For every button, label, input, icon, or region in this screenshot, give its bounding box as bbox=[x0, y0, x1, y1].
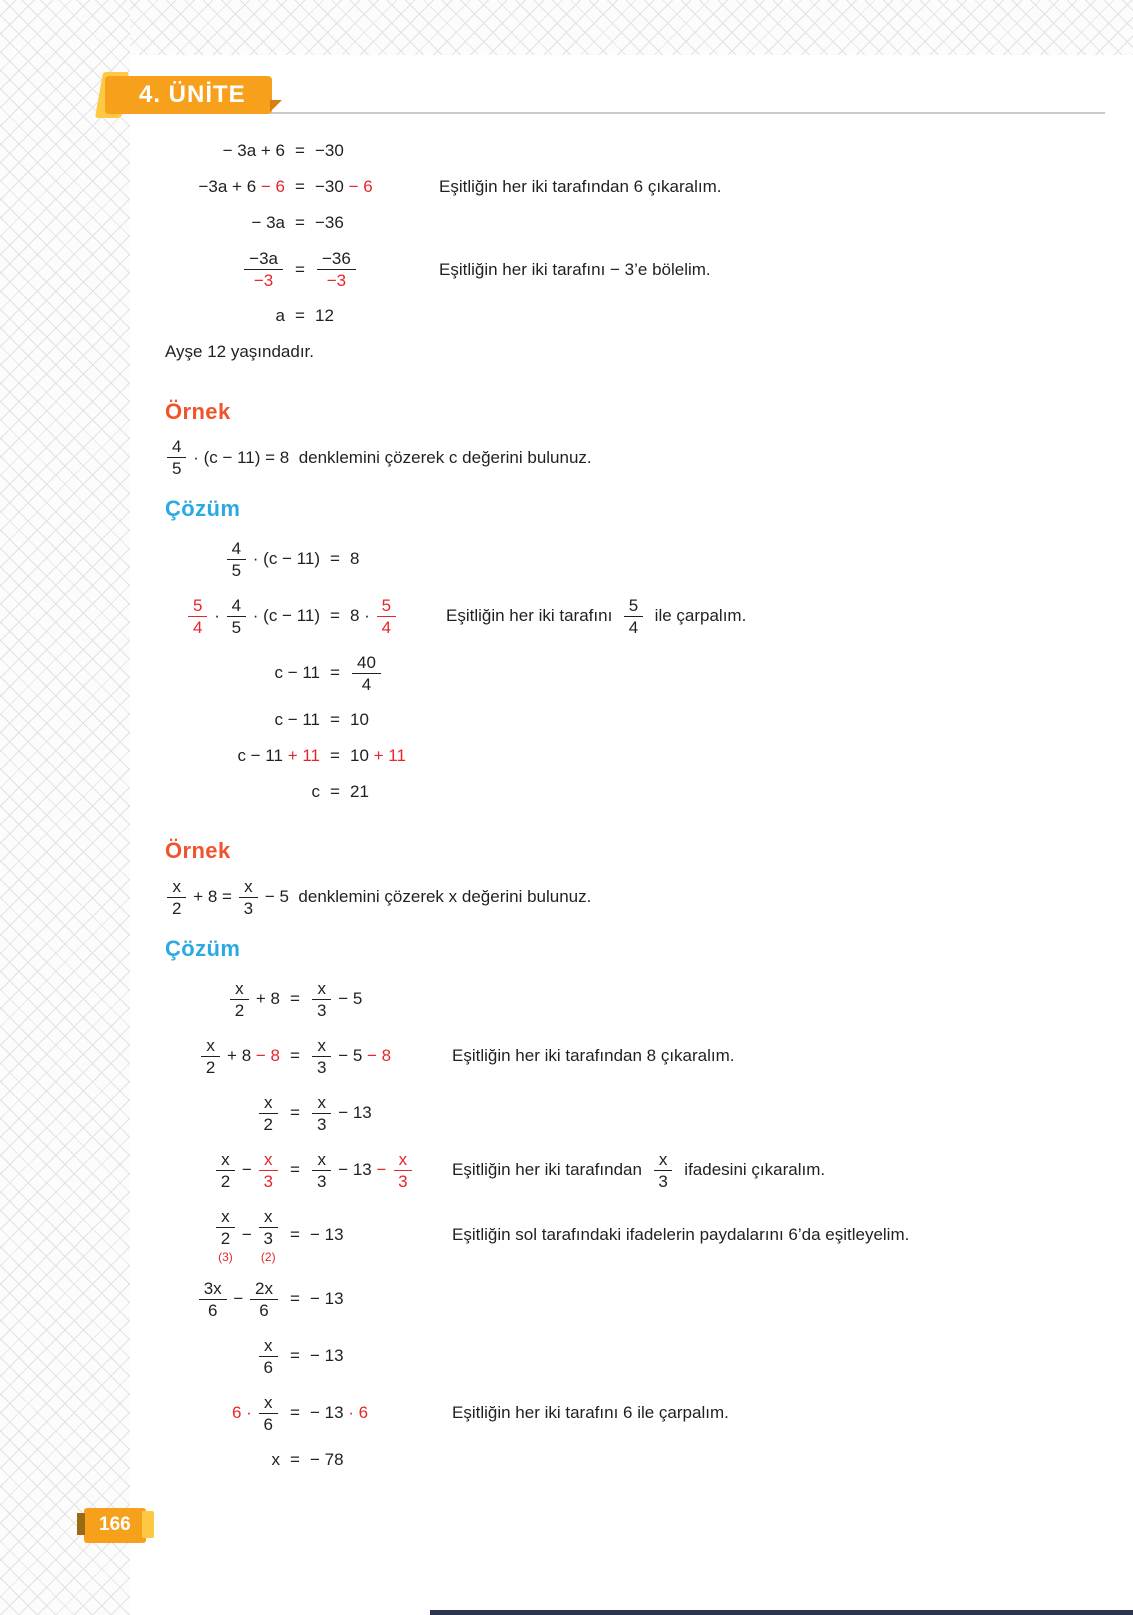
fraction-numerator: 5 bbox=[377, 596, 396, 617]
equation-lhs bbox=[165, 248, 285, 291]
fraction-numerator: 5 bbox=[624, 596, 643, 617]
math-text: x bbox=[271, 1450, 280, 1469]
equation-rhs bbox=[310, 1449, 438, 1471]
equals-sign: = bbox=[290, 1046, 300, 1066]
math-text: Eşitliğin her iki tarafından 8 çıkaralım. bbox=[452, 1046, 735, 1066]
fraction-denominator: −3 bbox=[253, 271, 274, 291]
equation-lhs bbox=[165, 745, 320, 767]
fraction bbox=[259, 1150, 278, 1191]
equation-step-row bbox=[165, 248, 1103, 291]
fraction bbox=[377, 596, 396, 637]
math-text: · (c − 11) bbox=[248, 606, 320, 626]
equation-rhs bbox=[350, 745, 432, 767]
equation-rhs bbox=[350, 548, 432, 570]
equation-lhs bbox=[165, 140, 285, 162]
intro-conclusion-text: Ayşe 12 yaşındadır. bbox=[165, 342, 315, 362]
equation-step-row bbox=[165, 709, 1103, 731]
math-text: − 13 bbox=[310, 1346, 344, 1366]
example2-problem-statement bbox=[165, 876, 1103, 919]
math-text: − 13 bbox=[310, 1289, 344, 1309]
fraction-denominator: 6 bbox=[259, 1300, 269, 1320]
badge-fold bbox=[270, 100, 282, 112]
equation-step-row bbox=[165, 1206, 1103, 1264]
step-note bbox=[425, 176, 1103, 198]
math-text: Eşitliğin her iki tarafından bbox=[452, 1160, 652, 1180]
equation-lhs bbox=[165, 595, 320, 638]
fraction bbox=[188, 596, 207, 637]
step-note bbox=[438, 1224, 1103, 1246]
equation-lhs bbox=[165, 1335, 280, 1378]
equals-sign: = bbox=[290, 988, 300, 1008]
equation-step-row bbox=[165, 1335, 1103, 1378]
equation-step-row bbox=[165, 305, 1103, 327]
fraction-denominator: 5 bbox=[231, 617, 242, 637]
equation-lhs bbox=[165, 1206, 280, 1264]
equation-rhs bbox=[310, 1224, 438, 1246]
math-text: + 8 bbox=[222, 1046, 256, 1066]
fraction-denominator: −3 bbox=[326, 271, 347, 291]
equals-sign: = bbox=[295, 306, 305, 326]
equation-lhs bbox=[165, 978, 280, 1021]
equation-rhs bbox=[350, 709, 432, 731]
math-text: 8 · bbox=[350, 606, 375, 626]
fraction bbox=[312, 1150, 331, 1191]
page-number-badge bbox=[84, 1508, 146, 1543]
fraction-numerator: x bbox=[216, 1207, 235, 1228]
equation-step-row bbox=[165, 176, 1103, 198]
unit-badge bbox=[105, 76, 272, 114]
equation-rhs bbox=[310, 1092, 438, 1135]
fraction-denominator: 2 bbox=[263, 1114, 273, 1134]
equation-step-row bbox=[165, 140, 1103, 162]
math-text: − 13 bbox=[333, 1160, 377, 1180]
equation-lhs bbox=[165, 1035, 280, 1078]
equals-sign: = bbox=[330, 746, 340, 766]
equals-sign: = bbox=[290, 1160, 300, 1180]
equation-step-row bbox=[165, 1149, 1103, 1192]
equation-rhs bbox=[315, 140, 425, 162]
equals-sign: = bbox=[290, 1289, 300, 1309]
fraction-denominator: 3 bbox=[317, 1057, 327, 1077]
equation-lhs bbox=[165, 212, 285, 234]
math-text: Eşitliğin her iki tarafından 6 çıkaralım. bbox=[439, 177, 722, 197]
fraction bbox=[199, 1279, 227, 1320]
fraction-denominator: 3 bbox=[263, 1171, 273, 1191]
fraction-numerator: x bbox=[312, 1093, 331, 1114]
equation-step-row bbox=[165, 212, 1103, 234]
equation-rhs bbox=[310, 1149, 438, 1192]
fraction-numerator: x bbox=[654, 1150, 673, 1171]
equation-lhs bbox=[165, 1092, 280, 1135]
equation-rhs bbox=[350, 652, 432, 695]
fraction bbox=[167, 437, 186, 478]
equals-sign: = bbox=[330, 549, 340, 569]
denominator-expansion-label: (3) bbox=[218, 1249, 233, 1264]
equation-step-row bbox=[165, 1092, 1103, 1135]
math-text: · bbox=[209, 606, 225, 626]
step-note bbox=[432, 595, 1103, 638]
math-text: − 5 bbox=[333, 988, 363, 1008]
equation-step-row bbox=[165, 1392, 1103, 1435]
fraction bbox=[244, 249, 283, 290]
math-text: − 13 bbox=[310, 1403, 349, 1423]
unit-header bbox=[105, 76, 1133, 120]
equals-sign: = bbox=[330, 606, 340, 626]
math-text: −36 bbox=[315, 213, 344, 233]
equation-rhs bbox=[315, 212, 425, 234]
fraction bbox=[250, 1279, 278, 1320]
math-text: + 11 bbox=[373, 746, 406, 766]
math-text: + 8 bbox=[251, 988, 280, 1008]
fraction-denominator: 2 bbox=[220, 1228, 231, 1248]
fraction-numerator: 5 bbox=[188, 596, 207, 617]
math-text: − 8 bbox=[367, 1046, 392, 1066]
example2-solution-heading: Çözüm bbox=[165, 935, 241, 961]
equation-lhs bbox=[165, 1449, 280, 1471]
step-note bbox=[425, 259, 1103, 281]
equals-sign: = bbox=[295, 141, 305, 160]
math-text: c − 11 bbox=[237, 746, 288, 766]
math-text: − 3a + 6 bbox=[222, 141, 285, 160]
equation-rhs bbox=[310, 1402, 438, 1424]
math-text: 10 bbox=[350, 709, 369, 729]
fraction bbox=[239, 877, 258, 918]
equation-lhs bbox=[165, 781, 320, 803]
math-text: −30 bbox=[315, 177, 349, 197]
example2-heading: Örnek bbox=[165, 838, 231, 864]
equation-rhs bbox=[315, 176, 425, 198]
fraction-denominator: 4 bbox=[193, 617, 203, 637]
fraction-denominator: 3 bbox=[317, 1000, 327, 1020]
fraction-numerator: x bbox=[259, 1093, 278, 1114]
equals-sign: = bbox=[290, 1450, 300, 1469]
fraction-numerator: 4 bbox=[167, 437, 186, 458]
equation-step-row bbox=[165, 745, 1103, 767]
bottom-edge-line bbox=[430, 1610, 1133, 1615]
fraction bbox=[259, 1393, 278, 1434]
equation-step-row bbox=[165, 1278, 1103, 1321]
fraction bbox=[259, 1336, 278, 1377]
math-text: Eşitliğin her iki tarafını 6 ile çarpalım. bbox=[452, 1403, 729, 1423]
header-rule bbox=[270, 112, 1105, 114]
fraction bbox=[201, 1036, 220, 1077]
fraction-denominator: 5 bbox=[231, 560, 242, 580]
fraction-numerator: 2x bbox=[250, 1279, 278, 1300]
fraction bbox=[227, 539, 246, 580]
math-text: 8 bbox=[350, 549, 360, 569]
fraction bbox=[259, 1093, 278, 1134]
equation-lhs bbox=[165, 1149, 280, 1192]
equals-sign: = bbox=[290, 1403, 300, 1423]
math-text: − bbox=[237, 1224, 257, 1244]
equation-rhs bbox=[350, 595, 432, 638]
fraction-denominator: 3 bbox=[658, 1171, 668, 1191]
equals-sign: = bbox=[295, 213, 305, 233]
fraction-numerator: x bbox=[394, 1150, 413, 1171]
equation-lhs bbox=[165, 1392, 280, 1435]
fraction-denominator: 3 bbox=[263, 1228, 273, 1248]
math-text: −3a + 6 bbox=[198, 177, 261, 197]
math-text: − bbox=[237, 1160, 257, 1180]
intro-equation-steps bbox=[165, 140, 1103, 327]
fraction-numerator: x bbox=[312, 1036, 331, 1057]
equation-lhs bbox=[165, 538, 320, 581]
equals-sign: = bbox=[330, 663, 340, 683]
fraction-numerator: x bbox=[312, 979, 331, 1000]
fraction bbox=[352, 653, 381, 694]
fraction bbox=[653, 1150, 672, 1191]
math-text: c − 11 bbox=[274, 663, 320, 683]
math-text: − 3a bbox=[251, 213, 285, 233]
math-text: − 6 bbox=[260, 177, 285, 197]
math-text: Eşitliğin her iki tarafını − 3’e bölelim. bbox=[439, 259, 711, 279]
fraction-denominator: 4 bbox=[361, 674, 372, 694]
fraction-denominator: 6 bbox=[207, 1300, 218, 1320]
fraction-denominator: 6 bbox=[263, 1414, 273, 1434]
step-note bbox=[438, 1149, 1103, 1192]
math-text: c − 11 bbox=[274, 709, 320, 729]
equation-lhs bbox=[165, 662, 320, 684]
fraction-denominator: 2 bbox=[172, 898, 182, 918]
math-text: · (c − 11) bbox=[248, 549, 320, 569]
equation-step-row bbox=[165, 781, 1103, 803]
equation-lhs bbox=[165, 709, 320, 731]
fraction-denominator: 6 bbox=[263, 1357, 273, 1377]
fraction-numerator: x bbox=[259, 1150, 278, 1171]
equals-sign: = bbox=[330, 709, 340, 729]
fraction bbox=[167, 877, 186, 918]
fraction-numerator: x bbox=[201, 1036, 220, 1057]
math-text: − 78 bbox=[310, 1450, 344, 1469]
unit-title: 4. ÜNİTE bbox=[139, 81, 246, 109]
fraction bbox=[259, 1207, 278, 1263]
fraction-numerator: x bbox=[312, 1150, 331, 1171]
equation-rhs bbox=[310, 978, 438, 1021]
math-text: 12 bbox=[315, 306, 334, 326]
equation-step-row bbox=[165, 538, 1103, 581]
equals-sign: = bbox=[295, 259, 305, 279]
math-text: + 11 bbox=[287, 746, 320, 766]
fraction-denominator: 3 bbox=[317, 1171, 327, 1191]
fraction-denominator: 4 bbox=[628, 617, 639, 637]
equals-sign: = bbox=[290, 1224, 300, 1244]
fraction bbox=[317, 249, 356, 290]
equation-rhs bbox=[310, 1035, 438, 1078]
fraction-numerator: x bbox=[259, 1393, 278, 1414]
math-text: 21 bbox=[350, 782, 369, 802]
fraction bbox=[312, 1036, 331, 1077]
math-text: Eşitliğin her iki tarafını bbox=[446, 606, 622, 626]
equation-step-row bbox=[165, 652, 1103, 695]
fraction bbox=[312, 1093, 331, 1134]
equals-sign: = bbox=[330, 782, 340, 802]
math-text: 10 bbox=[350, 746, 374, 766]
math-text: a bbox=[275, 306, 285, 326]
math-text: + 8 = bbox=[188, 887, 237, 907]
fraction-numerator: x bbox=[259, 1336, 278, 1357]
top-pattern-border bbox=[0, 0, 1133, 55]
fraction bbox=[624, 596, 643, 637]
equals-sign: = bbox=[295, 177, 305, 197]
equation-lhs bbox=[165, 305, 285, 327]
fraction bbox=[227, 596, 246, 637]
fraction-numerator: 4 bbox=[227, 539, 246, 560]
math-text: 6 · bbox=[231, 1403, 257, 1423]
fraction-numerator: x bbox=[239, 877, 258, 898]
fraction-denominator: 4 bbox=[381, 617, 392, 637]
step-note bbox=[438, 1045, 1103, 1067]
math-text: − 13 bbox=[333, 1103, 372, 1123]
fraction-numerator: x bbox=[167, 877, 186, 898]
fraction bbox=[393, 1150, 412, 1191]
math-text: − bbox=[228, 1289, 249, 1309]
denominator-expansion-label: (2) bbox=[260, 1249, 276, 1264]
fraction-numerator: 40 bbox=[352, 653, 381, 674]
fraction-numerator: x bbox=[216, 1150, 235, 1171]
step-note bbox=[438, 1402, 1103, 1424]
equation-rhs bbox=[350, 781, 432, 803]
page-content bbox=[165, 126, 1103, 1485]
fraction bbox=[216, 1207, 235, 1263]
math-text: Eşitliğin sol tarafındaki ifadelerin paydalarını 6’da eşitleyelim. bbox=[452, 1224, 910, 1244]
fraction-denominator: 2 bbox=[234, 1000, 245, 1020]
equation-lhs bbox=[165, 176, 285, 198]
fraction-denominator: 3 bbox=[317, 1114, 327, 1134]
equation-step-row bbox=[165, 978, 1103, 1021]
example1-equation-steps bbox=[165, 538, 1103, 803]
math-text: · (c − 11) = 8 denklemini çözerek c değerini bulunuz. bbox=[188, 447, 592, 467]
equation-rhs bbox=[310, 1288, 438, 1310]
math-text: − 5 bbox=[333, 1046, 368, 1066]
equation-rhs bbox=[310, 1345, 438, 1367]
fraction-denominator: 2 bbox=[205, 1057, 216, 1077]
fraction-numerator: x bbox=[230, 979, 249, 1000]
equals-sign: = bbox=[290, 1346, 300, 1366]
equation-step-row bbox=[165, 595, 1103, 638]
math-text: ifadesini çıkaralım. bbox=[674, 1160, 826, 1180]
equation-lhs bbox=[165, 1278, 280, 1321]
equals-sign: = bbox=[290, 1103, 300, 1123]
math-text: − 5 denklemini çözerek x değerini bulunuz. bbox=[260, 887, 592, 907]
fraction-numerator: −36 bbox=[317, 249, 356, 270]
math-text: −30 bbox=[315, 141, 344, 160]
fraction bbox=[216, 1150, 235, 1191]
math-text: c bbox=[311, 782, 320, 802]
math-text: − bbox=[376, 1160, 392, 1180]
page-number: 166 bbox=[99, 1514, 131, 1536]
equation-rhs bbox=[315, 305, 425, 327]
fraction-numerator: −3a bbox=[244, 249, 283, 270]
fraction-numerator: 3x bbox=[199, 1279, 227, 1300]
equation-step-row bbox=[165, 1035, 1103, 1078]
fraction bbox=[230, 979, 249, 1020]
fraction-numerator: 4 bbox=[227, 596, 246, 617]
fraction bbox=[312, 979, 331, 1020]
math-text: − 8 bbox=[255, 1046, 280, 1066]
example2-equation-steps bbox=[165, 978, 1103, 1472]
equation-rhs bbox=[315, 248, 425, 291]
example1-heading: Örnek bbox=[165, 398, 231, 424]
math-text: · 6 bbox=[348, 1403, 369, 1423]
math-text: − 6 bbox=[348, 177, 373, 197]
math-text: − 13 bbox=[310, 1224, 344, 1244]
example1-solution-heading: Çözüm bbox=[165, 496, 241, 522]
fraction-denominator: 3 bbox=[398, 1171, 408, 1191]
equation-step-row bbox=[165, 1449, 1103, 1471]
left-pattern-border bbox=[0, 0, 130, 1615]
example1-problem-statement bbox=[165, 436, 1103, 479]
fraction-denominator: 2 bbox=[220, 1171, 231, 1191]
fraction-numerator: x bbox=[259, 1207, 278, 1228]
fraction-denominator: 5 bbox=[172, 459, 182, 479]
math-text: ile çarpalım. bbox=[645, 606, 747, 626]
fraction-denominator: 3 bbox=[243, 898, 254, 918]
